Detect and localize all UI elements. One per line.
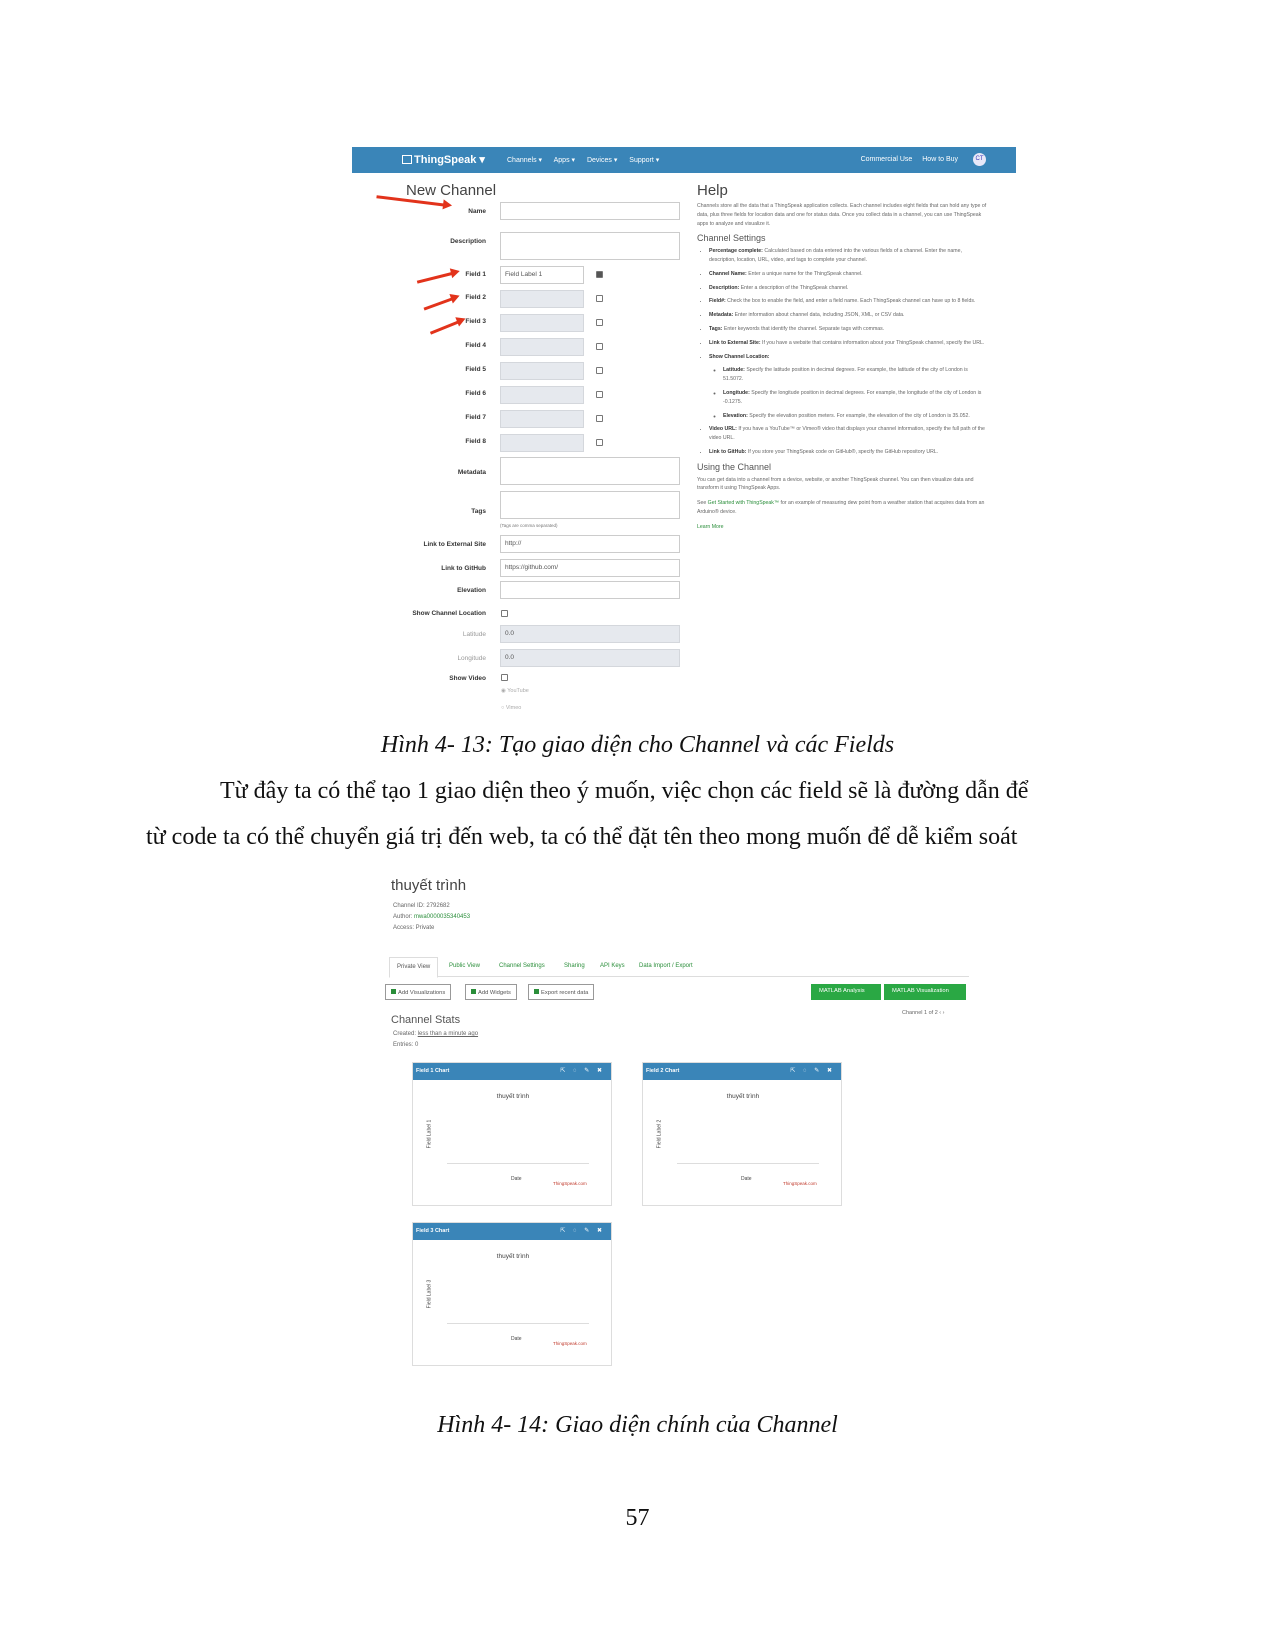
metadata-label: Metadata bbox=[457, 469, 486, 476]
field3-checkbox[interactable] bbox=[596, 319, 603, 326]
youtube-radio[interactable]: ◉ YouTube bbox=[501, 688, 529, 694]
help-subitem: ◦ Longitude: Specify the longitude position in decimal degrees. For example, the longitude of the city of London is -0.1275. bbox=[723, 389, 987, 407]
field5-input[interactable] bbox=[500, 362, 584, 380]
channel-pager[interactable]: Channel 1 of 2 ‹ › bbox=[902, 1010, 945, 1016]
get-started-link[interactable]: Get Started with ThingSpeak™ bbox=[707, 500, 780, 507]
field7-checkbox[interactable] bbox=[596, 415, 603, 422]
nav-how-to-buy[interactable]: How to Buy bbox=[922, 156, 959, 163]
nav-commercial-use[interactable]: Commercial Use bbox=[860, 156, 913, 163]
channel-id: Channel ID: 2792682 bbox=[393, 903, 450, 909]
chart-y-label: Field Label 1 bbox=[426, 1119, 433, 1149]
channel-access: Access: Private bbox=[393, 925, 435, 931]
new-channel-screenshot bbox=[352, 147, 1016, 725]
elevation-input[interactable] bbox=[500, 581, 680, 599]
caption-figure-4-14: Hình 4- 14: Giao diện chính của Channel bbox=[437, 1412, 838, 1438]
thingspeak-logo[interactable]: ThingSpeak ▾ bbox=[402, 153, 485, 166]
field4-input[interactable] bbox=[500, 338, 584, 356]
channel-title: thuyết trình bbox=[391, 877, 467, 894]
matlab-analysis-button[interactable]: MATLAB Analysis bbox=[811, 984, 881, 1000]
help-panel bbox=[697, 202, 987, 532]
help-item: • Channel Name: Enter a unique name for the ThingSpeak channel. bbox=[709, 270, 987, 279]
thingspeak-link[interactable]: ThingSpeak.com bbox=[553, 1341, 587, 1346]
paragraph-line-1: Từ đây ta có thể tạo 1 giao diện theo ý muốn, việc chọn các field sẽ là đường dẫn để bbox=[220, 778, 1029, 804]
chart-tool-icons[interactable]: ⇱ ◌ ✎ ✖ bbox=[560, 1068, 605, 1074]
help-intro: Channels store all the data that a ThingSpeak application collects. Each channel includes eight fields that can hold any type of data, plus three fields for location data and one for status data. Once you collect data in a channel, you can use ThingSpeak apps to analyze and visualize it. bbox=[697, 203, 987, 227]
caption-figure-4-13: Hình 4- 13: Tạo giao diện cho Channel và các Fields bbox=[380, 732, 895, 758]
help-item: • Link to GitHub: If you store your ThingSpeak code on GitHub®, specify the GitHub repository URL. bbox=[709, 448, 987, 457]
github-label: Link to GitHub bbox=[441, 565, 486, 572]
tab-sharing[interactable]: Sharing bbox=[564, 963, 585, 969]
chart-title: thuyết trình bbox=[726, 1093, 760, 1100]
nav-channels[interactable]: Channels ▾ bbox=[507, 157, 543, 164]
chart-title: thuyết trình bbox=[496, 1253, 530, 1260]
chart-x-label: Date bbox=[511, 1176, 522, 1182]
help-subitem: ◦ Latitude: Specify the latitude position in decimal degrees. For example, the latitude of the city of London is 51.5072. bbox=[723, 366, 987, 384]
tab-data-import-export[interactable]: Data Import / Export bbox=[639, 963, 693, 969]
field6-checkbox[interactable] bbox=[596, 391, 603, 398]
field8-label: Field 8 bbox=[465, 438, 486, 445]
channel-stats-title: Channel Stats bbox=[391, 1014, 461, 1026]
add-visualizations-button[interactable]: Add Visualizations bbox=[385, 984, 451, 1000]
plus-icon bbox=[534, 989, 539, 994]
field6-input[interactable] bbox=[500, 386, 584, 404]
user-avatar[interactable]: CT bbox=[973, 153, 986, 166]
field3-label: Field 3 bbox=[465, 318, 486, 325]
field1-input[interactable]: Field Label 1 bbox=[500, 266, 584, 284]
help-item: • Percentage complete: Calculated based on data entered into the various fields of a channel. Enter the name, description, location, URL, video, and tags to complete your channel. bbox=[709, 247, 987, 265]
channel-author: Author: mwa0000035340453 bbox=[393, 914, 471, 920]
page-number: 57 bbox=[625, 1505, 650, 1531]
plus-icon bbox=[391, 989, 396, 994]
chart-x-label: Date bbox=[511, 1336, 522, 1342]
tab-private-view[interactable]: Private View bbox=[389, 957, 438, 978]
external-site-label: Link to External Site bbox=[423, 541, 486, 548]
red-arrow-field1 bbox=[417, 271, 457, 284]
channel-settings-heading: Channel Settings bbox=[697, 233, 766, 244]
chart-x-axis bbox=[677, 1163, 819, 1164]
field2-input[interactable] bbox=[500, 290, 584, 308]
latitude-label: Latitude bbox=[462, 631, 486, 638]
nav-menu bbox=[507, 156, 669, 164]
field8-input[interactable] bbox=[500, 434, 584, 452]
chart-header: Field 1 Chart bbox=[413, 1063, 611, 1080]
channel-entries: Entries: 0 bbox=[393, 1042, 419, 1048]
tags-hint: (Tags are comma separated) bbox=[500, 523, 558, 528]
nav-devices[interactable]: Devices ▾ bbox=[586, 157, 618, 164]
red-arrow-field3 bbox=[430, 319, 463, 335]
metadata-input[interactable] bbox=[500, 457, 680, 485]
show-location-checkbox[interactable] bbox=[501, 610, 508, 617]
show-video-checkbox[interactable] bbox=[501, 674, 508, 681]
tab-api-keys[interactable]: API Keys bbox=[600, 963, 625, 969]
tab-channel-settings[interactable]: Channel Settings bbox=[499, 963, 545, 969]
tags-input[interactable] bbox=[500, 491, 680, 519]
external-site-input[interactable]: http:// bbox=[500, 535, 680, 553]
name-label: Name bbox=[468, 208, 486, 215]
nav-support[interactable]: Support ▾ bbox=[629, 157, 660, 164]
longitude-input[interactable]: 0.0 bbox=[500, 649, 680, 667]
field2-checkbox[interactable] bbox=[596, 295, 603, 302]
chart-y-label: Field Label 3 bbox=[426, 1279, 433, 1309]
chart-header: Field 3 Chart bbox=[413, 1223, 611, 1240]
field5-checkbox[interactable] bbox=[596, 367, 603, 374]
chart-x-axis bbox=[447, 1323, 589, 1324]
channel-view-screenshot bbox=[385, 873, 985, 1401]
tags-label: Tags bbox=[471, 508, 486, 515]
help-item: • Field#: Check the box to enable the field, and enter a field name. Each ThingSpeak channel can have up to 8 fields. bbox=[709, 297, 987, 306]
vimeo-radio[interactable]: ○ Vimeo bbox=[501, 705, 522, 711]
chart-tool-icons[interactable]: ⇱ ◌ ✎ ✖ bbox=[790, 1068, 835, 1074]
learn-more-link[interactable]: Learn More bbox=[697, 523, 724, 530]
field1-checkbox[interactable] bbox=[596, 271, 603, 278]
matlab-visualization-button[interactable]: MATLAB Visualization bbox=[884, 984, 966, 1000]
github-input[interactable]: https://github.com/ bbox=[500, 559, 680, 577]
field1-chart bbox=[412, 1062, 612, 1206]
field1-label: Field 1 bbox=[465, 271, 486, 278]
help-subitem: ◦ Elevation: Specify the elevation position meters. For example, the elevation of the city of London is 35.052. bbox=[723, 412, 987, 421]
thingspeak-navbar bbox=[352, 147, 1016, 173]
channel-tabs bbox=[389, 957, 969, 977]
latitude-input[interactable]: 0.0 bbox=[500, 625, 680, 643]
thingspeak-link[interactable]: ThingSpeak.com bbox=[783, 1181, 817, 1186]
chart-header: Field 2 Chart bbox=[643, 1063, 841, 1080]
help-item: • Show Channel Location: ◦ Latitude: Specify the latitude position in decimal degrees. For example, the latitude of the city of London is 51.5072. ◦ Longitude: Specify the longitude position in decimal degrees. For example, the longitude of the city of London is -0.1275. ◦ Elevation: Specify the elevation position meters. For example, the elevation of the city of London is 35.052. bbox=[709, 353, 987, 421]
settings-list bbox=[697, 247, 987, 457]
export-recent-data-button[interactable]: Export recent data bbox=[528, 984, 594, 1000]
help-title: Help bbox=[697, 182, 728, 199]
chart-tool-icons[interactable]: ⇱ ◌ ✎ ✖ bbox=[560, 1228, 605, 1234]
using-channel-heading: Using the Channel bbox=[697, 461, 772, 472]
tab-public-view[interactable]: Public View bbox=[449, 963, 480, 969]
longitude-label: Longitude bbox=[457, 655, 486, 662]
add-widgets-button[interactable]: Add Widgets bbox=[465, 984, 517, 1000]
chart-title: thuyết trình bbox=[496, 1093, 530, 1100]
field6-label: Field 6 bbox=[465, 390, 486, 397]
description-label: Description bbox=[450, 238, 486, 245]
field2-label: Field 2 bbox=[465, 294, 486, 301]
field8-checkbox[interactable] bbox=[596, 439, 603, 446]
see-get-started: See Get Started with ThingSpeak™ for an example of measuring dew point from a weather station that acquires data from an Arduino® device. bbox=[697, 500, 985, 515]
help-item: • Link to External Site: If you have a website that contains information about your ThingSpeak channel, specify the URL. bbox=[709, 339, 987, 348]
help-item: • Video URL: If you have a YouTube™ or Vimeo® video that displays your channel information, specify the full path of the video URL. bbox=[709, 425, 987, 443]
help-item: • Description: Enter a description of the ThingSpeak channel. bbox=[709, 284, 987, 293]
channel-created: Created: less than a minute ago bbox=[393, 1031, 479, 1037]
field4-checkbox[interactable] bbox=[596, 343, 603, 350]
description-input[interactable] bbox=[500, 232, 680, 260]
field2-chart bbox=[642, 1062, 842, 1206]
new-channel-title: New Channel bbox=[406, 182, 497, 199]
field7-label: Field 7 bbox=[465, 414, 486, 421]
field5-label: Field 5 bbox=[465, 366, 486, 373]
name-input[interactable] bbox=[500, 202, 680, 220]
show-location-label: Show Channel Location bbox=[412, 610, 486, 617]
thingspeak-link[interactable]: ThingSpeak.com bbox=[553, 1181, 587, 1186]
field3-chart bbox=[412, 1222, 612, 1366]
help-item: • Tags: Enter keywords that identify the channel. Separate tags with commas. bbox=[709, 325, 987, 334]
field3-input[interactable] bbox=[500, 314, 584, 332]
field7-input[interactable] bbox=[500, 410, 584, 428]
nav-right bbox=[853, 156, 984, 163]
chart-y-label: Field Label 2 bbox=[656, 1119, 663, 1149]
chart-x-axis bbox=[447, 1163, 589, 1164]
help-item: • Metadata: Enter information about channel data, including JSON, XML, or CSV data. bbox=[709, 311, 987, 320]
using-channel-text: You can get data into a channel from a device, website, or another ThingSpeak channel. You can then visualize data and transform it using ThingSpeak Apps. bbox=[697, 476, 974, 492]
elevation-label: Elevation bbox=[457, 587, 486, 594]
logo-icon bbox=[402, 155, 412, 164]
nav-apps[interactable]: Apps ▾ bbox=[553, 157, 576, 164]
show-video-label: Show Video bbox=[449, 675, 486, 682]
red-arrow-field2 bbox=[424, 296, 457, 310]
chart-x-label: Date bbox=[741, 1176, 752, 1182]
field4-label: Field 4 bbox=[465, 342, 486, 349]
location-list bbox=[709, 366, 987, 420]
paragraph-line-2: từ code ta có thể chuyển giá trị đến web, ta có thể đặt tên theo mong muốn để dễ kiểm soát bbox=[146, 824, 1018, 850]
plus-icon bbox=[471, 989, 476, 994]
